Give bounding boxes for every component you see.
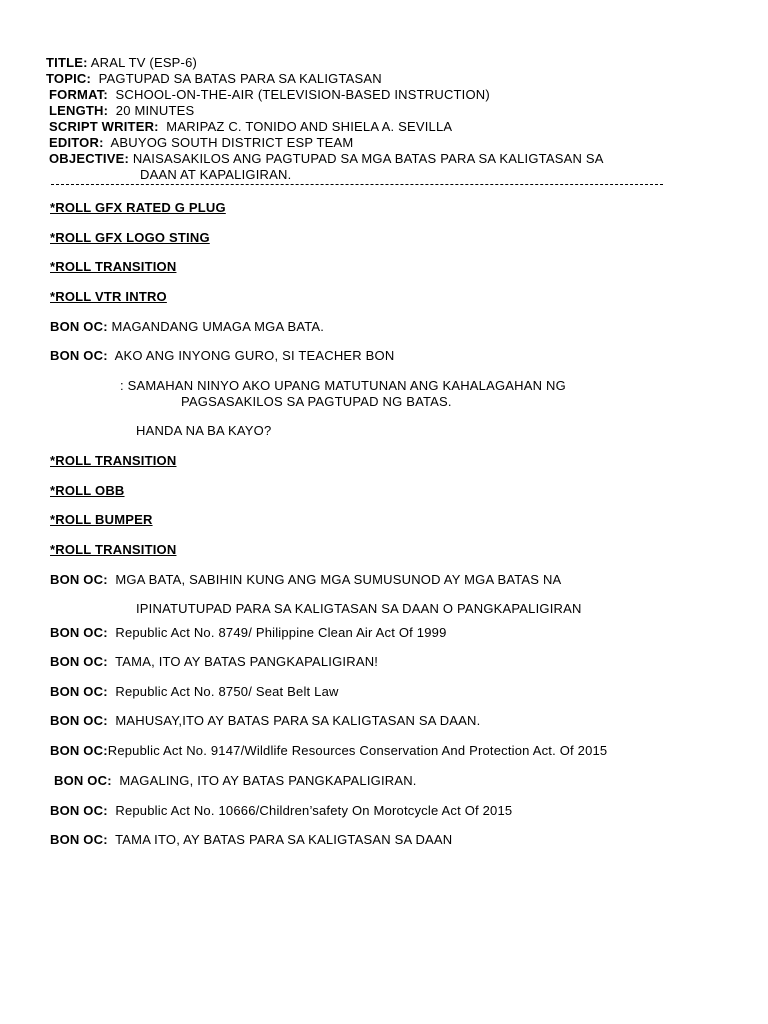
header-value: 20 MINUTES (108, 103, 195, 118)
speaker-label: BON OC: (50, 743, 108, 758)
dialogue-continuation: : SAMAHAN NINYO AKO UPANG MATUTUNAN ANG KAHALAGAHAN NG (120, 378, 566, 393)
header-script-writer (49, 119, 452, 135)
header-label: EDITOR: (49, 135, 104, 150)
speaker-label: BON OC: (50, 713, 108, 728)
dialogue-text: Republic Act No. 9147/Wildlife Resources Conservation And Protection Act. Of 2015 (107, 743, 608, 758)
speaker-label: BON OC: (50, 625, 108, 640)
roll-cue: *ROLL BUMPER (50, 512, 153, 527)
dialogue-line (50, 348, 394, 364)
dialogue-line (50, 572, 561, 588)
header-objective-continued: DAAN AT KAPALIGIRAN. (140, 167, 292, 182)
speaker-label: BON OC: (50, 654, 108, 669)
header-editor (49, 135, 353, 151)
dialogue-continuation: IPINATUTUPAD PARA SA KALIGTASAN SA DAAN O PANGKAPALIGIRAN (136, 601, 582, 616)
header-label: SCRIPT WRITER: (49, 119, 159, 134)
speaker-label: BON OC: (50, 348, 108, 363)
roll-cue: *ROLL GFX LOGO STING (50, 230, 210, 245)
roll-cue: *ROLL TRANSITION (50, 542, 177, 557)
speaker-label: BON OC: (50, 832, 108, 847)
header-format (49, 87, 490, 103)
dialogue-line (50, 684, 339, 700)
roll-cue: *ROLL VTR INTRO (50, 289, 167, 304)
dialogue-continuation: PAGSASAKILOS SA PAGTUPAD NG BATAS. (181, 394, 452, 409)
dialogue-continuation: HANDA NA BA KAYO? (136, 423, 272, 438)
dialogue-line (54, 773, 417, 789)
dialogue-line (50, 654, 378, 670)
header-value: NAISASAKILOS ANG PAGTUPAD SA MGA BATAS PARA SA KALIGTASAN SA (129, 151, 604, 166)
header-label: FORMAT: (49, 87, 108, 102)
roll-cue: *ROLL TRANSITION (50, 259, 177, 274)
header-label: LENGTH: (49, 103, 109, 118)
dialogue-line (50, 803, 512, 819)
header-value: PAGTUPAD SA BATAS PARA SA KALIGTASAN (91, 71, 382, 86)
dialogue-line (50, 319, 324, 335)
dialogue-line (50, 625, 447, 641)
roll-cue: *ROLL GFX RATED G PLUG (50, 200, 226, 215)
speaker-label: BON OC: (50, 319, 108, 334)
dialogue-line (50, 832, 452, 848)
header-length (49, 103, 194, 119)
header-value: ARAL TV (ESP-6) (87, 55, 198, 70)
header-topic (46, 71, 382, 87)
header-objective (49, 151, 604, 167)
dialogue-text: MGA BATA, SABIHIN KUNG ANG MGA SUMUSUNOD AY MGA BATAS NA (107, 572, 562, 587)
header-title (46, 55, 197, 71)
separator-line (51, 184, 663, 185)
dialogue-text: Republic Act No. 8749/ Philippine Clean Air Act Of 1999 (107, 625, 447, 640)
dialogue-text: AKO ANG INYONG GURO, SI TEACHER BON (107, 348, 395, 363)
dialogue-text: TAMA ITO, AY BATAS PARA SA KALIGTASAN SA DAAN (107, 832, 453, 847)
dialogue-text: MAHUSAY,ITO AY BATAS PARA SA KALIGTASAN SA DAAN. (107, 713, 481, 728)
header-label: TITLE: (46, 55, 88, 70)
header-label: OBJECTIVE: (49, 151, 130, 166)
header-label: TOPIC: (46, 71, 92, 86)
speaker-label: BON OC: (50, 684, 108, 699)
header-value: ABUYOG SOUTH DISTRICT ESP TEAM (103, 135, 354, 150)
dialogue-line (50, 743, 607, 759)
dialogue-line (50, 713, 480, 729)
roll-cue: *ROLL TRANSITION (50, 453, 177, 468)
speaker-label: BON OC: (54, 773, 112, 788)
dialogue-text: Republic Act No. 8750/ Seat Belt Law (107, 684, 339, 699)
speaker-label: BON OC: (50, 572, 108, 587)
dialogue-text: TAMA, ITO AY BATAS PANGKAPALIGIRAN! (107, 654, 379, 669)
dialogue-text: MAGALING, ITO AY BATAS PANGKAPALIGIRAN. (111, 773, 417, 788)
dialogue-text: Republic Act No. 10666/Children’safety On Morotcycle Act Of 2015 (107, 803, 513, 818)
header-value: SCHOOL-ON-THE-AIR (TELEVISION-BASED INSTRUCTION) (107, 87, 490, 102)
roll-cue: *ROLL OBB (50, 483, 125, 498)
speaker-label: BON OC: (50, 803, 108, 818)
dialogue-text: MAGANDANG UMAGA MGA BATA. (107, 319, 325, 334)
header-value: MARIPAZ C. TONIDO AND SHIELA A. SEVILLA (158, 119, 453, 134)
